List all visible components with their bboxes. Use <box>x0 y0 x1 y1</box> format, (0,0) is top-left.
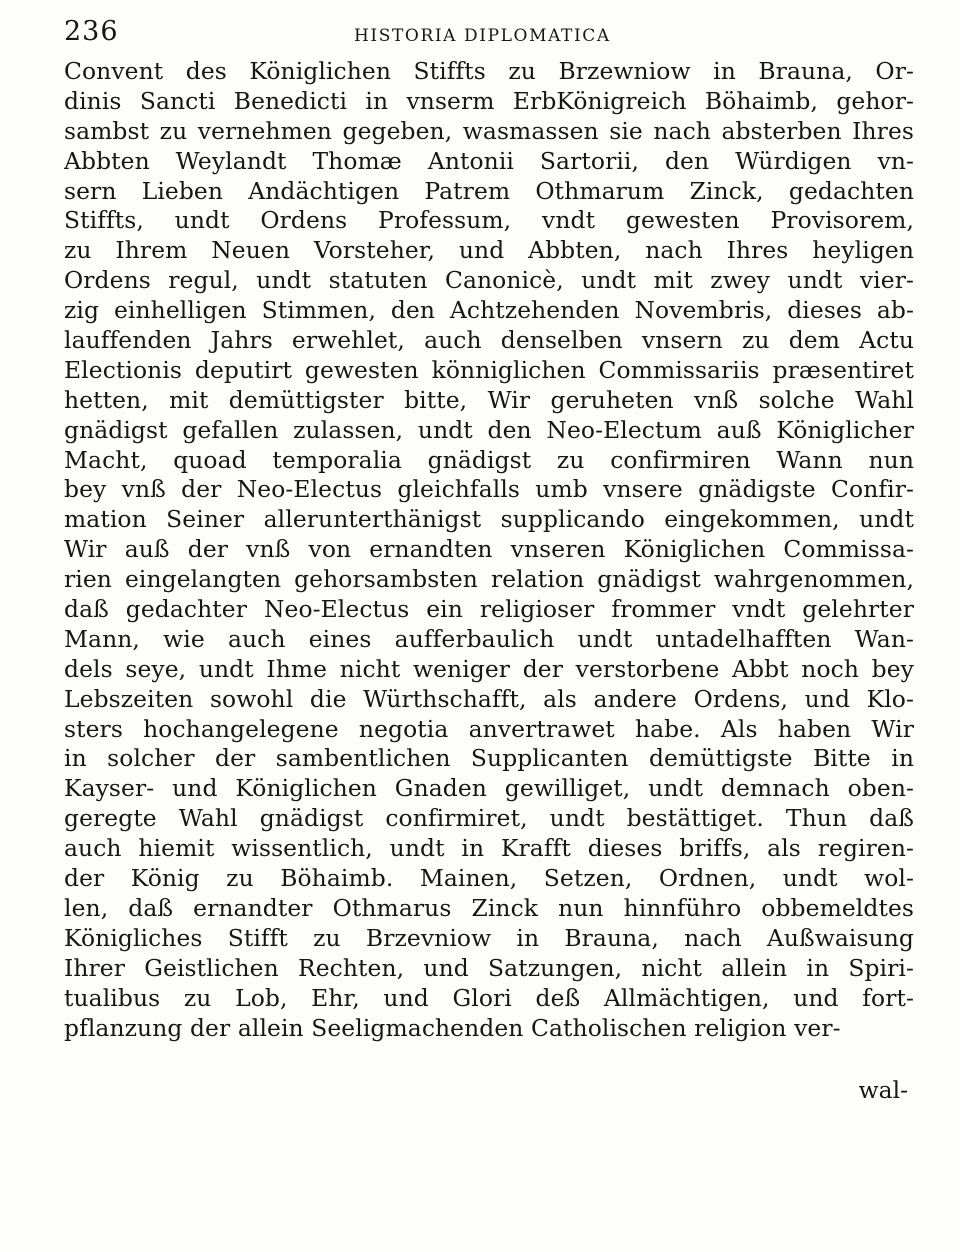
text-line: zu Ihrem Neuen Vorsteher, und Abbten, nach Ihres heyligen <box>64 236 914 265</box>
text-line: lauffenden Jahrs erwehlet, auch denselben vnsern zu dem Actu <box>64 326 914 355</box>
text-line: tualibus zu Lob, Ehr, und Glori deß Allmächtigen, und fort- <box>64 983 914 1012</box>
text-line: der König zu Böhaimb. Mainen, Setzen, Ordnen, undt wol- <box>64 864 914 893</box>
page-header <box>64 16 924 50</box>
text-line: dels seye, undt Ihme nicht weniger der verstorbene Abbt noch bey <box>64 654 914 683</box>
text-line: geregte Wahl gnädigst confirmiret, undt bestättiget. Thun daß <box>64 804 914 833</box>
text-line: Kayser- und Königlichen Gnaden gewilliget, undt demnach oben- <box>64 774 914 803</box>
text-line: sern Lieben Andächtigen Patrem Othmarum Zinck, gedachten <box>64 176 914 205</box>
text-line: Ordens regul, undt statuten Canonicè, undt mit zwey undt vier- <box>64 266 914 295</box>
text-line: Mann, wie auch eines aufferbaulich undt untadelhafften Wan- <box>64 624 914 653</box>
text-line: Convent des Königlichen Stiffts zu Brzewniow in Brauna, Or- <box>64 57 914 85</box>
text-line: zig einhelligen Stimmen, den Achtzehenden Novembris, dieses ab- <box>64 296 914 325</box>
catchword: wal- <box>858 1076 908 1104</box>
running-head: HISTORIA DIPLOMATICA <box>354 26 611 46</box>
text-line: bey vnß der Neo-Electus gleichfalls umb vnsere gnädigste Confir- <box>64 475 914 504</box>
text-line: rien eingelangten gehorsambsten relation gnädigst wahrgenommen, <box>64 565 914 594</box>
text-line: sambst zu vernehmen gegeben, wasmassen sie nach absterben Ihres <box>64 116 914 145</box>
text-line: len, daß ernandter Othmarus Zinck nun hinnführo obbemeldtes <box>64 893 914 922</box>
text-line: Macht, quoad temporalia gnädigst zu confirmiren Wann nun <box>64 445 914 474</box>
text-line: mation Seiner allerunterthänigst supplicando eingekommen, undt <box>64 505 914 534</box>
body-text <box>64 57 914 1043</box>
text-line: auch hiemit wissentlich, undt in Krafft dieses briffs, als regiren- <box>64 834 914 863</box>
text-line: Stiffts, undt Ordens Professum, vndt gewesten Provisorem, <box>64 206 914 235</box>
text-line: sters hochangelegene negotia anvertrawet habe. Als haben Wir <box>64 714 914 743</box>
text-line: Electionis deputirt gewesten könniglichen Commissariis præsentiret <box>64 355 914 384</box>
text-line: Königliches Stifft zu Brzevniow in Brauna, nach Außwaisung <box>64 923 914 952</box>
page-number: 236 <box>64 16 119 47</box>
text-line: hetten, mit demüttigster bitte, Wir geruheten vnß solche Wahl <box>64 385 914 414</box>
text-line: dinis Sancti Benedicti in vnserm ErbKönigreich Böhaimb, gehor- <box>64 86 914 115</box>
text-line: Abbten Weylandt Thomæ Antonii Sartorii, den Würdigen vn- <box>64 146 914 175</box>
text-line: Lebszeiten sowohl die Würthschafft, als andere Ordens, und Klo- <box>64 684 914 713</box>
text-line: Ihrer Geistlichen Rechten, und Satzungen, nicht allein in Spiri- <box>64 953 914 982</box>
text-line: in solcher der sambentlichen Supplicanten demüttigste Bitte in <box>64 744 914 773</box>
text-line: pflanzung der allein Seeligmachenden Catholischen religion ver- <box>64 1013 841 1042</box>
text-line: daß gedachter Neo-Electus ein religioser frommer vndt gelehrter <box>64 595 914 624</box>
text-line: gnädigst gefallen zulassen, undt den Neo-Electum auß Königlicher <box>64 415 914 444</box>
text-line: Wir auß der vnß von ernandten vnseren Königlichen Commissa- <box>64 535 914 564</box>
